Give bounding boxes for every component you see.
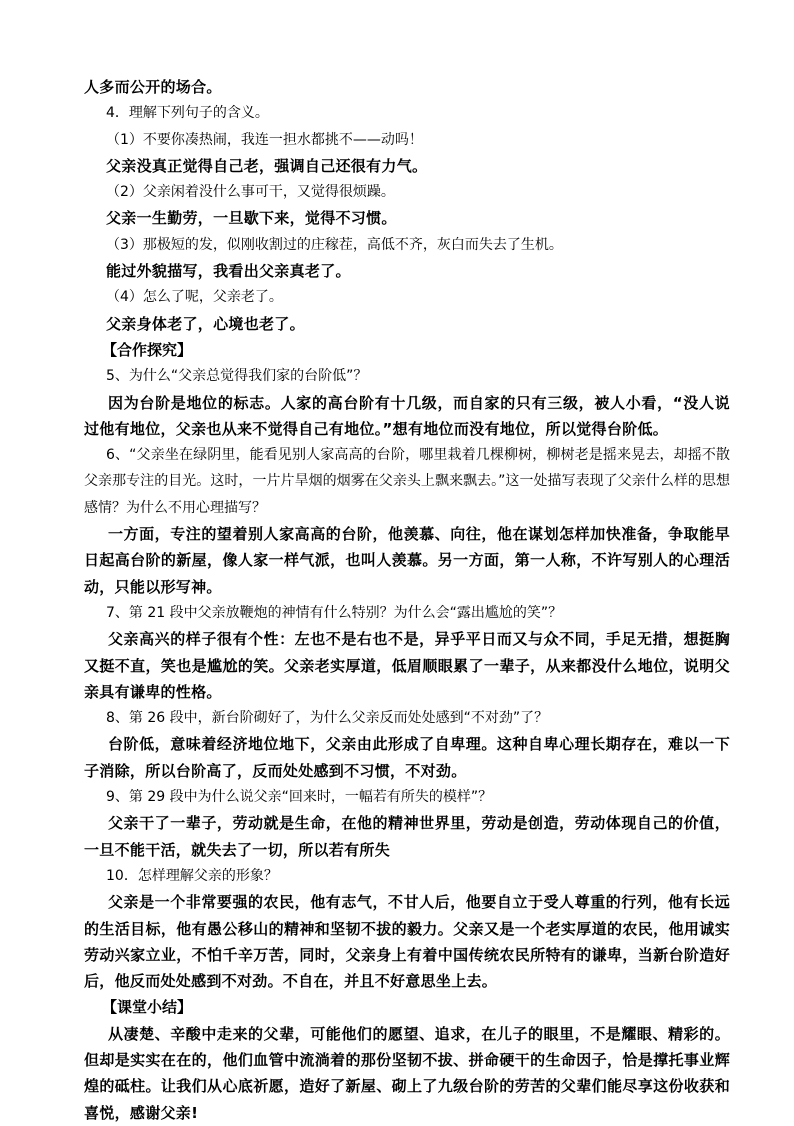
answer: 一方面，专注的望着别人家高高的台阶，他羡慕、向往，他在谋划怎样加快准备，争取能早日起高台阶的新屋，像人家一样气派，也叫人羡慕。另一方面，第一人称，不许写别人的心理活动，只能以形写神。 — [84, 525, 730, 596]
answer: 父亲身体老了，心境也老了。 — [106, 314, 305, 333]
question: 7、第 21 段中父亲放鞭炮的神情有什么特别？为什么会“露出尴尬的笑”？ — [106, 604, 563, 621]
answer: 父亲一生勤劳，一旦歇下来，觉得不习惯。 — [106, 209, 397, 228]
question: 8、第 26 段中，新台阶砌好了，为什么父亲反而处处感到“不对劲”了？ — [106, 710, 549, 727]
sub-question: （3）那极短的发，似刚收割过的庄稼茬，高低不齐，灰白而失去了生机。 — [106, 236, 563, 253]
question: 10．怎样理解父亲的形象？ — [106, 867, 278, 884]
question: 5、为什么“父亲总觉得我们家的台阶低”？ — [106, 368, 368, 385]
answer: 父亲没真正觉得自己老，强调自己还很有力气。 — [106, 156, 428, 175]
answer: 能过外貌描写，我看出父亲真老了。 — [106, 262, 351, 281]
document-body — [84, 74, 730, 1126]
answer: 因为台阶是地位的标志。人家的高台阶有十几级，而自家的只有三级，被人小看，“没人说过他有地位，父亲也从来不觉得自己有地位。”想有地位而没有地位，所以觉得台阶低。 — [84, 393, 730, 438]
sub-question: （1）不要你凑热闹，我连一担水都挑不——动吗！ — [106, 131, 423, 148]
section-heading: 【合作探究】 — [102, 340, 193, 359]
sub-question: （2）父亲闲着没什么事可干，又觉得很烦躁。 — [106, 184, 395, 201]
summary-paragraph: 从凄楚、辛酸中走来的父辈，可能他们的愿望、追求，在儿子的眼里，不是耀眼、精彩的。但却是实实在在的，他们血管中流淌着的那份坚韧不拔、拼命硬干的生命因子，恰是撑托事业辉煌的砥柱。让我们从心底祈愿，造好了新屋、砌上了九级台阶的劳苦的父辈们能尽享这份收获和喜悦，感谢父亲! — [84, 1024, 730, 1122]
sub-question: （4）怎么了呢，父亲老了。 — [106, 289, 283, 306]
text-line: 人多而公开的场合。 — [84, 78, 222, 96]
answer: 台阶低，意味着经济地位地下，父亲由此形成了自卑理。这种自卑心理长期存在，难以一下子消除，所以台阶高了，反而处处感到不习惯，不对劲。 — [84, 735, 730, 780]
question: 9、第 29 段中为什么说父亲“回来时，一幅若有所失的模样”？ — [106, 789, 493, 806]
question: 6、“父亲坐在绿阴里，能看见别人家高高的台阶，哪里栽着几棵柳树，柳树老是摇来晃去，却摇不散父亲那专注的目光。这时，一片片旱烟的烟雾在父亲头上飘来飘去。”这一处描写表现了父亲什么样的思想感情？为什么不用心理描写？ — [84, 447, 730, 516]
answer: 父亲高兴的样子很有个性：左也不是右也不是，异乎平日而又与众不同，手足无措，想挺胸又挺不直，笑也是尴尬的笑。父亲老实厚道，低眉顺眼累了一辈子，从来都没什么地位，说明父亲具有谦卑的性格。 — [84, 630, 730, 701]
section-heading: 【课堂小结】 — [102, 998, 193, 1017]
answer: 父亲是一个非常要强的农民，他有志气，不甘人后，他要自立于受人尊重的行列，他有长远的生活目标，他有愚公移山的精神和坚韧不拔的毅力。父亲又是一个老实厚道的农民，他用诚实劳动兴家立业，不怕千辛万苦，同时，父亲身上有着中国传统农民所特有的谦卑，当新台阶造好后，他反而处处感到不对劲。不自在，并且不好意思坐上去。 — [84, 893, 730, 991]
answer: 父亲干了一辈子，劳动就是生命，在他的精神世界里，劳动是创造，劳动体现自己的价值，一旦不能干活，就失去了一切，所以若有所失 — [84, 814, 730, 859]
question-heading: 4．理解下列句子的含义。 — [106, 105, 269, 122]
